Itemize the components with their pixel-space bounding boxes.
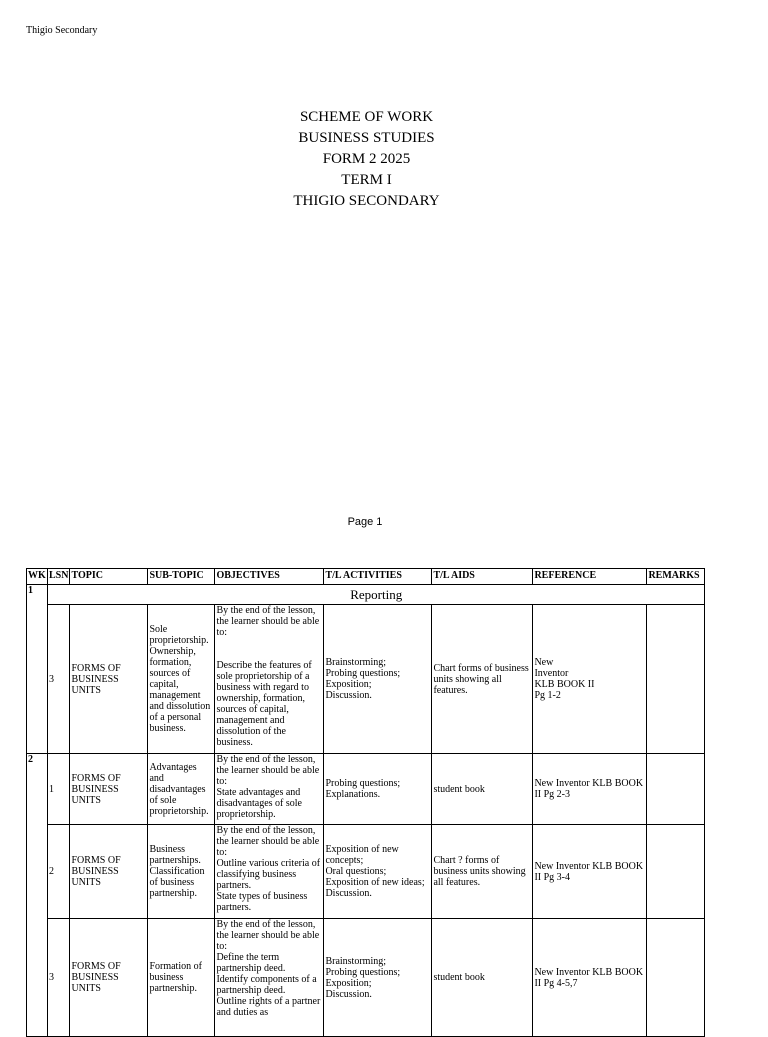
title-line-school: THIGIO SECONDARY [293, 193, 440, 209]
remarks-cell [647, 605, 705, 754]
table-row [27, 605, 705, 754]
topic-cell: FORMS OF BUSINESS UNITS [70, 605, 148, 754]
reference-cell: New Inventor KLB BOOK II Pg 2-3 [533, 754, 647, 825]
remarks-cell [647, 919, 705, 1037]
title-line-term: TERM I [341, 172, 392, 188]
week-number: 2 [27, 754, 48, 1037]
reporting-cell: Reporting [48, 585, 705, 605]
aids-cell: Chart ? forms of business units showing all features. [432, 825, 533, 919]
activities-cell: Exposition of new concepts; Oral questions; Exposition of new ideas; Discussion. [324, 825, 432, 919]
header-subtopic: SUB-TOPIC [148, 569, 215, 585]
objectives-cell: By the end of the lesson, the learner should be able to: Describe the features of sole proprietorship of a business with regard to ownership, formation, sources of capital, management and dissolution of the business. [215, 605, 324, 754]
header-objectives: OBJECTIVES [215, 569, 324, 585]
header-activities: T/L ACTIVITIES [324, 569, 432, 585]
title-line-subject: BUSINESS STUDIES [298, 130, 435, 146]
remarks-cell [647, 754, 705, 825]
topic-cell: FORMS OF BUSINESS UNITS [70, 754, 148, 825]
lesson-number: 3 [48, 605, 70, 754]
reference-cell: New Inventor KLB BOOK II Pg 3-4 [533, 825, 647, 919]
activities-cell: Brainstorming; Probing questions; Exposition; Discussion. [324, 605, 432, 754]
aids-cell: student book [432, 919, 533, 1037]
activities-cell: Brainstorming; Probing questions; Exposition; Discussion. [324, 919, 432, 1037]
aids-cell: student book [432, 754, 533, 825]
subtopic-cell: Formation of business partnership. [148, 919, 215, 1037]
header-remarks: REMARKS [647, 569, 705, 585]
lesson-number: 1 [48, 754, 70, 825]
title-line-scheme: SCHEME OF WORK [299, 109, 434, 125]
table-row-week1-reporting [27, 585, 705, 605]
topic-cell: FORMS OF BUSINESS UNITS [70, 825, 148, 919]
header-lsn: LSN [48, 569, 70, 585]
topic-cell: FORMS OF BUSINESS UNITS [70, 919, 148, 1037]
table-header-row [27, 569, 705, 585]
document-header: Thigio Secondary [26, 25, 98, 36]
table-row [27, 754, 705, 825]
activities-cell: Probing questions; Explanations. [324, 754, 432, 825]
table-row [27, 825, 705, 919]
reference-cell: New Inventor KLB BOOK II Pg 1-2 [533, 605, 647, 754]
subtopic-cell: Business partnerships. Classification of business partnership. [148, 825, 215, 919]
subtopic-cell: Sole proprietorship. Ownership, formation, sources of capital, management and dissolution of a personal business. [148, 605, 215, 754]
header-topic: TOPIC [70, 569, 148, 585]
reference-cell: New Inventor KLB BOOK II Pg 4-5,7 [533, 919, 647, 1037]
title-line-form: FORM 2 2025 [322, 151, 411, 167]
objectives-cell: By the end of the lesson, the learner should be able to: Define the term partnership deed. Identify components of a partnership deed. Outline rights of a partner and duties as [215, 919, 324, 1037]
title-block [0, 107, 733, 212]
aids-cell: Chart forms of business units showing all features. [432, 605, 533, 754]
lesson-number: 2 [48, 825, 70, 919]
subtopic-cell: Advantages and disadvantages of sole proprietorship. [148, 754, 215, 825]
week-number: 1 [27, 585, 48, 754]
header-aids: T/L AIDS [432, 569, 533, 585]
remarks-cell [647, 825, 705, 919]
page-number: Page 1 [347, 516, 383, 528]
lesson-number: 3 [48, 919, 70, 1037]
table-row [27, 919, 705, 1037]
header-reference: REFERENCE [533, 569, 647, 585]
objectives-cell: By the end of the lesson, the learner should be able to: State advantages and disadvantages of sole proprietorship. [215, 754, 324, 825]
scheme-of-work-table [26, 568, 705, 1037]
header-wk: WK [27, 569, 48, 585]
objectives-cell: By the end of the lesson, the learner should be able to: Outline various criteria of classifying business partners. State types of business partners. [215, 825, 324, 919]
